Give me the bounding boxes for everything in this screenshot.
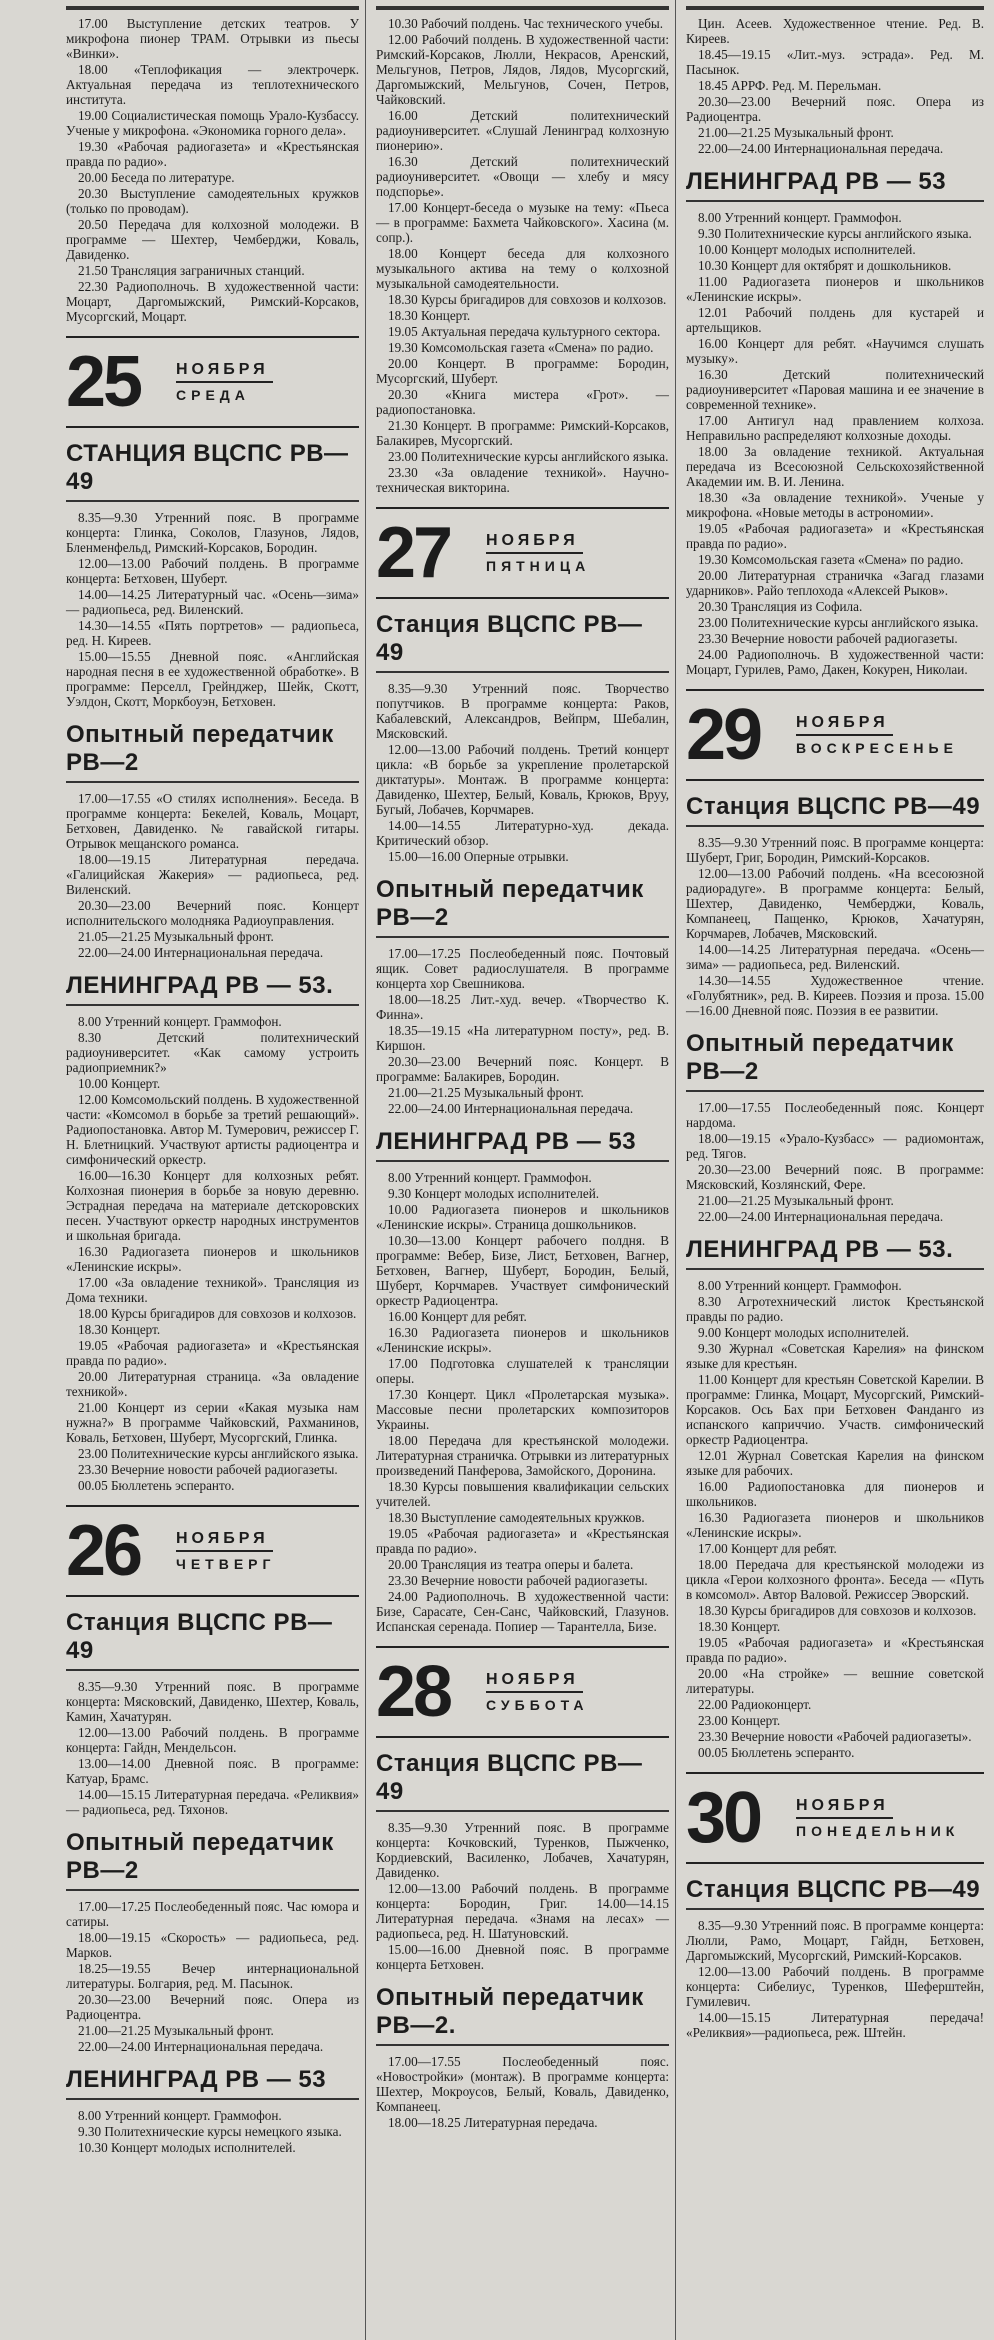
program-entry: 10.30 Концерт молодых исполнителей. bbox=[78, 2140, 296, 2155]
program-entry: 12.01 Журнал Советская Карелия на финском языке для рабочих. bbox=[686, 1448, 984, 1478]
station-title: ЛЕНИНГРАД РВ — 53 bbox=[686, 168, 984, 202]
program-list bbox=[376, 946, 669, 1116]
program-entry: 16.00 Концерт для ребят. «Научимся слушать музыку». bbox=[686, 336, 984, 366]
program-entry: 8.00 Утренний концерт. Граммофон. bbox=[698, 1278, 902, 1293]
program-entry: 9.30 Концерт молодых исполнителей. bbox=[388, 1186, 600, 1201]
program-list bbox=[66, 791, 359, 960]
program-entry: 19.30 «Рабочая радиогазета» и «Крестьянская правда по радио». bbox=[66, 139, 359, 169]
station-title: Станция ВЦСПС РВ—49 bbox=[686, 793, 984, 827]
program-entry: 14.00—14.25 Литературный час. «Осень—зима» — радиопьеса, ред. Виленский. bbox=[66, 587, 359, 617]
program-entry: 00.05 Бюллетень эсперанто. bbox=[698, 1745, 855, 1760]
program-entry: 21.00 Концерт из серии «Какая музыка нам нужна?» В программе Чайковский, Рахманинов, Коваль, Бетховен, Шуберт, Мусоргский, Глинка. bbox=[66, 1400, 359, 1445]
program-list bbox=[376, 16, 669, 495]
program-entry: 17.00—17.25 Послеобеденный пояс. Почтовый ящик. Совет радиослушателя. В программе концерта хор Свешникова. bbox=[376, 946, 669, 991]
program-entry: 21.50 Трансляция заграничных станций. bbox=[78, 263, 305, 278]
program-entry: 8.35—9.30 Утренний пояс. В программе концерта: Кочковский, Туренков, Пыжченко, Кордиевский, Василенко, Лобачев, Хачатурян, Давиденко. bbox=[376, 1820, 669, 1880]
program-entry: 19.30 Комсомольская газета «Смена» по радио. bbox=[388, 340, 654, 355]
program-entry: 20.00 Литературная страничка «Загад глазами ударников». Райо теплохода «Алексей Рыков». bbox=[686, 568, 984, 598]
program-entry: 16.30 Радиогазета пионеров и школьников «Ленинские искры». bbox=[686, 1510, 984, 1540]
day-header-27 bbox=[376, 507, 669, 599]
program-entry: 12.00—13.00 Рабочий полдень. В программе концерта: Сибелиус, Туренков, Шеферштейн, Гумилевич. bbox=[686, 1964, 984, 2009]
program-entry: 9.30 Журнал «Советская Карелия» на финском языке для крестьян. bbox=[686, 1341, 984, 1371]
program-list bbox=[376, 1170, 669, 1634]
day-month: НОЯБРЯ bbox=[796, 1797, 893, 1819]
program-list bbox=[66, 16, 359, 324]
program-entry: 9.00 Концерт молодых исполнителей. bbox=[698, 1325, 910, 1340]
day-weekday: ВОСКРЕСЕНЬЕ bbox=[796, 740, 958, 756]
program-list bbox=[66, 1679, 359, 1817]
program-entry: 20.30 Выступление самодеятельных кружков (только по проводам). bbox=[66, 186, 359, 216]
program-entry: 11.00 Концерт для крестьян Советской Карелии. В программе: Глинка, Моцарт, Мусоргский, Римский-Корсаков. Ось Бах при Бетховен Фанданго из испанского каприччио. Участв. симфонический оркестр Радиоцентра. bbox=[686, 1372, 984, 1447]
program-entry: 23.30 «За овладение техникой». Научно-техническая викторина. bbox=[376, 465, 669, 495]
program-entry: 22.00—24.00 Интернациональная передача. bbox=[78, 945, 324, 960]
day-month: НОЯБРЯ bbox=[796, 714, 893, 736]
program-entry: 21.30 Концерт. В программе: Римский-Корсаков, Балакирев, Мусоргский. bbox=[376, 418, 669, 448]
program-entry: 8.00 Утренний концерт. Граммофон. bbox=[78, 1014, 282, 1029]
day-number: 27 bbox=[376, 513, 451, 593]
program-entry: 17.00 Концерт-беседа о музыке на тему: «Пьеса — в программе: Бахмета Чайковского». Хасина (м. сопр.). bbox=[376, 200, 669, 245]
program-entry: 19.05 «Рабочая радиогазета» и «Крестьянская правда по радио». bbox=[686, 521, 984, 551]
program-entry: 15.00—15.55 Дневной пояс. «Английская народная песня в ее художественной обработке». В программе: Перселл, Грейнджер, Шейк, Скотт, Уэлдон, Скотт, Моркбоуэн, Бетховен. bbox=[66, 649, 359, 709]
column-3 bbox=[680, 0, 990, 2340]
top-rule bbox=[686, 6, 984, 10]
program-entry: 18.30 Курсы бригадиров для совхозов и колхозов. bbox=[698, 1603, 977, 1618]
program-entry: 20.30—23.00 Вечерний пояс. Концерт исполнительского молодняка Радиоуправления. bbox=[66, 898, 359, 928]
station-title: Опытный передатчик РВ—2 bbox=[66, 1829, 359, 1891]
program-entry: 18.25—19.55 Вечер интернациональной литературы. Болгария, ред. М. Пасынок. bbox=[66, 1961, 359, 1991]
program-entry: 18.30 Курсы повышения квалификации сельских учителей. bbox=[376, 1479, 669, 1509]
program-list bbox=[686, 1278, 984, 1760]
program-entry: 19.00 Социалистическая помощь Урало-Кузбассу. Ученые у микрофона. «Экономика горного дела». bbox=[66, 108, 359, 138]
program-entry: 17.00 Выступление детских театров. У микрофона пионер ТРАМ. Отрывки из пьесы «Винки». bbox=[66, 16, 359, 61]
program-entry: 12.00 Рабочий полдень. В художественной части: Римский-Корсаков, Люлли, Некрасов, Аренский, Мельгунов, Петров, Лядов, Лядов, Мусоргский, Даргомыжский, Мельгунов, Сочен, Петров, Чайковский. bbox=[376, 32, 669, 107]
station-title: Станция ВЦСПС РВ—49 bbox=[66, 1609, 359, 1671]
program-entry: 19.05 «Рабочая радиогазета» и «Крестьянская правда по радио». bbox=[686, 1635, 984, 1665]
program-entry: 8.35—9.30 Утренний пояс. В программе концерта: Шуберт, Григ, Бородин, Римский-Корсаков. bbox=[686, 835, 984, 865]
program-entry: 8.00 Утренний концерт. Граммофон. bbox=[698, 210, 902, 225]
program-list bbox=[66, 1899, 359, 2054]
program-entry: 8.30 Агротехнический листок Крестьянской правды по радио. bbox=[686, 1294, 984, 1324]
program-entry: 17.00 «За овладение техникой». Трансляция из Дома техники. bbox=[66, 1275, 359, 1305]
day-header-28 bbox=[376, 1646, 669, 1738]
program-entry: 16.30 Детский политехнический радиоуниверситет «Паровая машина и ее значение в современной технике». bbox=[686, 367, 984, 412]
program-entry: 8.00 Утренний концерт. Граммофон. bbox=[388, 1170, 592, 1185]
station-title: ЛЕНИНГРАД РВ — 53 bbox=[66, 2066, 359, 2100]
program-entry: 22.00 Радиоконцерт. bbox=[698, 1697, 812, 1712]
top-rule bbox=[376, 6, 669, 10]
station-title: Опытный передатчик РВ—2 bbox=[686, 1030, 984, 1092]
program-entry: 17.30 Концерт. Цикл «Пролетарская музыка». Массовые песни пролетарских композиторов Украины. bbox=[376, 1387, 669, 1432]
program-list bbox=[66, 2108, 359, 2155]
program-entry: 19.30 Комсомольская газета «Смена» по радио. bbox=[698, 552, 964, 567]
program-entry: 20.00 «На стройке» — вешние советской литературы. bbox=[686, 1666, 984, 1696]
program-list bbox=[376, 1820, 669, 1972]
program-entry: 21.00—21.25 Музыкальный фронт. bbox=[388, 1085, 584, 1100]
program-entry: 18.30 Концерт. bbox=[698, 1619, 781, 1634]
program-list bbox=[686, 210, 984, 677]
program-entry: 20.30—23.00 Вечерний пояс. Опера из Радиоцентра. bbox=[66, 1992, 359, 2022]
program-entry: 10.00 Концерт. bbox=[78, 1076, 161, 1091]
program-entry: 18.00 Концерт беседа для колхозного музыкального актива на тему о колхозной музыкальной самодеятельности. bbox=[376, 246, 669, 291]
program-entry: 18.35—19.15 «На литературном посту», ред. В. Киршон. bbox=[376, 1023, 669, 1053]
program-entry: 21.00—21.25 Музыкальный фронт. bbox=[78, 2023, 274, 2038]
program-entry: 8.30 Детский политехнический радиоуниверситет. «Как самому устроить радиоприемник?» bbox=[66, 1030, 359, 1075]
program-entry: 20.30 «Книга мистера «Грот». — радиопостановка. bbox=[376, 387, 669, 417]
program-entry: 12.00—13.00 Рабочий полдень. «На всесоюзной радиорадуге». В программе концерта: Белый, Шехтер, Давиденко, Чемберджи, Коваль, Компанеец, Пащенко, Крюков, Хачатурян, Корчмарев, Лобачев, Мясковский. bbox=[686, 866, 984, 941]
day-month: НОЯБРЯ bbox=[486, 532, 583, 554]
program-entry: 23.30 Вечерние новости «Рабочей радиогазеты». bbox=[698, 1729, 972, 1744]
program-entry: 10.00 Концерт молодых исполнителей. bbox=[698, 242, 916, 257]
station-title: Станция ВЦСПС РВ—49 bbox=[376, 1750, 669, 1812]
program-entry: 14.30—14.55 Художественное чтение. «Голубятник», ред. В. Киреев. Поэзия и проза. 15.00—16.00 Дневной пояс. Поэзия в ее развитии. bbox=[686, 973, 984, 1018]
program-list bbox=[686, 835, 984, 1018]
day-month: НОЯБРЯ bbox=[176, 361, 273, 383]
program-entry: 23.00 Политехнические курсы английского языка. bbox=[78, 1446, 359, 1461]
program-entry: 18.00—18.25 Литературная передача. bbox=[388, 2115, 598, 2130]
program-entry: 22.30 Радиополночь. В художественной части: Моцарт, Даргомыжский, Римский-Корсаков, Мусоргский, Моцарт. bbox=[66, 279, 359, 324]
day-month: НОЯБРЯ bbox=[486, 1671, 583, 1693]
program-entry: 18.00 Передача для крестьянской молодежи. Литературная страничка. Отрывки из литературных произведений Панферова, Замойского, Доронина. bbox=[376, 1433, 669, 1478]
program-entry: 20.00 Беседа по литературе. bbox=[78, 170, 235, 185]
program-entry: 20.30—23.00 Вечерний пояс. Концерт. В программе: Балакирев, Бородин. bbox=[376, 1054, 669, 1084]
program-entry: 13.00—14.00 Дневной пояс. В программе: Катуар, Брамс. bbox=[66, 1756, 359, 1786]
program-entry: 19.05 «Рабочая радиогазета» и «Крестьянская правда по радио». bbox=[376, 1526, 669, 1556]
program-entry: 20.30—23.00 Вечерний пояс. В программе: Мясковский, Козлянский, Фере. bbox=[686, 1162, 984, 1192]
program-entry: 12.01 Рабочий полдень для кустарей и артельщиков. bbox=[686, 305, 984, 335]
day-weekday: ПЯТНИЦА bbox=[486, 558, 591, 574]
program-entry: 17.00—17.25 Послеобеденный пояс. Час юмора и сатиры. bbox=[66, 1899, 359, 1929]
program-entry: 14.00—14.55 Литературно-худ. декада. Критический обзор. bbox=[376, 818, 669, 848]
program-entry: 9.30 Политехнические курсы немецкого языка. bbox=[78, 2124, 342, 2139]
program-entry: 12.00—13.00 Рабочий полдень. В программе концерта: Бетховен, Шуберт. bbox=[66, 556, 359, 586]
program-entry: 18.00—18.25 Лит.-худ. вечер. «Творчество К. Финна». bbox=[376, 992, 669, 1022]
program-entry: 18.30 Выступление самодеятельных кружков. bbox=[388, 1510, 645, 1525]
program-entry: 14.00—15.15 Литературная передача! «Реликвия»—радиопьеса, реж. Штейн. bbox=[686, 2010, 984, 2040]
station-title: Опытный передатчик РВ—2 bbox=[66, 721, 359, 783]
program-entry: 15.00—16.00 Оперные отрывки. bbox=[388, 849, 569, 864]
program-entry: 22.00—24.00 Интернациональная передача. bbox=[388, 1101, 634, 1116]
program-entry: 16.30 Радиогазета пионеров и школьников «Ленинские искры». bbox=[66, 1244, 359, 1274]
day-number: 25 bbox=[66, 342, 141, 422]
program-entry: 17.00 Подготовка слушателей к трансляции оперы. bbox=[376, 1356, 669, 1386]
day-number: 26 bbox=[66, 1511, 141, 1591]
day-weekday: ЧЕТВЕРГ bbox=[176, 1556, 276, 1572]
program-entry: 12.00 Комсомольский полдень. В художественной части: «Комсомол в борьбе за третий решающий». Радиопостановка. Автор М. Тумерович, режиссер Г. Н. Блетницкий. Участвуют артисты радиоцентра и симфонический оркестр. bbox=[66, 1092, 359, 1167]
program-entry: 17.00—17.55 «О стилях исполнения». Беседа. В программе концерта: Бекелей, Коваль, Моцарт, Бетховен, Давиденко. № гавайской гитары. Отрывок мещанского романса. bbox=[66, 791, 359, 851]
program-entry: 16.00 Радиопостановка для пионеров и школьников. bbox=[686, 1479, 984, 1509]
day-number: 30 bbox=[686, 1778, 761, 1858]
day-number: 29 bbox=[686, 695, 761, 775]
program-entry: 18.00—19.15 «Урало-Кузбасс» — радиомонтаж, ред. Тягов. bbox=[686, 1131, 984, 1161]
program-entry: 17.00—17.55 Послеобеденный пояс. Концерт нардома. bbox=[686, 1100, 984, 1130]
program-entry: 20.00 Трансляция из театра оперы и балета. bbox=[388, 1557, 634, 1572]
day-number: 28 bbox=[376, 1652, 451, 1732]
program-entry: 10.30—13.00 Концерт рабочего полдня. В программе: Вебер, Бизе, Лист, Бетховен, Вагнер, Бетховен, Вагнер, Шуберт, Бородин, Белый, Шуберт, Корчмарев. Участвует симфонический оркестр Радиоцентра. bbox=[376, 1233, 669, 1308]
day-header-29 bbox=[686, 689, 984, 781]
program-entry: Цин. Асеев. Художественное чтение. Ред. В. Киреев. bbox=[686, 16, 984, 46]
station-title: Станция ВЦСПС РВ—49 bbox=[686, 1876, 984, 1910]
top-rule bbox=[66, 6, 359, 10]
program-entry: 21.00—21.25 Музыкальный фронт. bbox=[698, 125, 894, 140]
program-entry: 20.50 Передача для колхозной молодежи. В программе — Шехтер, Чемберджи, Коваль, Давиденко. bbox=[66, 217, 359, 262]
program-entry: 18.00 «Теплофикация — электрочерк. Актуальная передача из теплотехнического института. bbox=[66, 62, 359, 107]
program-entry: 14.00—15.15 Литературная передача. «Реликвия» — радиопьеса, ред. Тяхонов. bbox=[66, 1787, 359, 1817]
program-entry: 16.00—16.30 Концерт для колхозных ребят. Колхозная пионерия в борьбе за новую деревню. Эстрадная передача на материале детскоровских песен. Участвуют оркестр народных инструментов и школьная бригада. bbox=[66, 1168, 359, 1243]
program-entry: 18.45 АРРФ. Ред. М. Перельман. bbox=[698, 78, 882, 93]
program-entry: 18.00—19.15 Литературная передача. «Галицийская Жакерия» — радиопьеса, ред. Виленский. bbox=[66, 852, 359, 897]
station-title: СТАНЦИЯ ВЦСПС РВ—49 bbox=[66, 440, 359, 502]
program-entry: 10.30 Концерт для октябрят и дошкольников. bbox=[698, 258, 952, 273]
program-entry: 20.30—23.00 Вечерний пояс. Опера из Радиоцентра. bbox=[686, 94, 984, 124]
program-entry: 18.00 Курсы бригадиров для совхозов и колхозов. bbox=[78, 1306, 357, 1321]
program-entry: 21.05—21.25 Музыкальный фронт. bbox=[78, 929, 274, 944]
program-entry: 22.00—24.00 Интернациональная передача. bbox=[698, 141, 944, 156]
day-weekday: ПОНЕДЕЛЬНИК bbox=[796, 1823, 960, 1839]
program-list bbox=[686, 1918, 984, 2040]
program-entry: 12.00—13.00 Рабочий полдень. В программе концерта: Бородин, Григ. 14.00—14.15 Литературная передача. «Знамя на лесах» — радиопьеса, ред. Н. Шатуновский. bbox=[376, 1881, 669, 1941]
program-list bbox=[376, 2054, 669, 2130]
program-entry: 18.00 За овладение техникой. Актуальная передача из Всесоюзной Сельскохозяйственной Академии им. В. И. Ленина. bbox=[686, 444, 984, 489]
program-list bbox=[686, 16, 984, 156]
program-entry: 18.00 Передача для крестьянской молодежи из цикла «Герои колхозного фронта». Беседа — «Путь в комсомол». Автор Валовой. Режиссер Эворский. bbox=[686, 1557, 984, 1602]
program-entry: 16.00 Концерт для ребят. bbox=[388, 1309, 527, 1324]
program-entry: 20.00 Литературная страница. «За овладение техникой». bbox=[66, 1369, 359, 1399]
station-title: ЛЕНИНГРАД РВ — 53 bbox=[376, 1128, 669, 1162]
program-entry: 19.05 Актуальная передача культурного сектора. bbox=[388, 324, 661, 339]
program-entry: 23.00 Политехнические курсы английского языка. bbox=[388, 449, 669, 464]
program-entry: 8.00 Утренний концерт. Граммофон. bbox=[78, 2108, 282, 2123]
program-list bbox=[686, 1100, 984, 1224]
program-entry: 18.45—19.15 «Лит.-муз. эстрада». Ред. М. Пасынок. bbox=[686, 47, 984, 77]
program-entry: 12.00—13.00 Рабочий полдень. В программе концерта: Гайдн, Мендельсон. bbox=[66, 1725, 359, 1755]
program-entry: 17.00 Антигул над правлением колхоза. Неправильно распределяют колхозные доходы. bbox=[686, 413, 984, 443]
program-entry: 16.00 Детский политехнический радиоуниверситет. «Слушай Ленинград колхозную пионерию». bbox=[376, 108, 669, 153]
program-entry: 18.30 Концерт. bbox=[78, 1322, 161, 1337]
day-header-26 bbox=[66, 1505, 359, 1597]
program-entry: 23.00 Концерт. bbox=[698, 1713, 781, 1728]
program-entry: 23.00 Политехнические курсы английского языка. bbox=[698, 615, 979, 630]
program-entry: 16.30 Детский политехнический радиоуниверситет. «Овощи — хлебу и мясу подспорье». bbox=[376, 154, 669, 199]
program-entry: 17.00—17.55 Послеобеденный пояс. «Новостройки» (монтаж). В программе концерта: Шехтер, Мокроусов, Белый, Коваль, Давиденко, Компанеец. bbox=[376, 2054, 669, 2114]
program-entry: 18.30 Концерт. bbox=[388, 308, 471, 323]
program-list bbox=[376, 681, 669, 864]
program-entry: 12.00—13.00 Рабочий полдень. Третий концерт цикла: «В борьбе за укрепление пролетарской диктатуры». Монтаж. В программе концерта: Давиденко, Шехтер, Белый, Коваль, Крюков, Вруу, Бугый, Лобачев, Корчмарев. bbox=[376, 742, 669, 817]
program-entry: 23.30 Вечерние новости рабочей радиогазеты. bbox=[78, 1462, 338, 1477]
day-weekday: СУББОТА bbox=[486, 1697, 589, 1713]
program-entry: 10.30 Рабочий полдень. Час технического учебы. bbox=[388, 16, 664, 31]
program-entry: 17.00 Концерт для ребят. bbox=[698, 1541, 837, 1556]
day-weekday: СРЕДА bbox=[176, 387, 250, 403]
station-title: ЛЕНИНГРАД РВ — 53. bbox=[66, 972, 359, 1006]
program-list bbox=[66, 1014, 359, 1493]
program-entry: 24.00 Радиополночь. В художественной части: Моцарт, Гурилев, Рамо, Дакен, Кокурен, Николаи. bbox=[686, 647, 984, 677]
program-entry: 14.30—14.55 «Пять портретов» — радиопьеса, ред. Н. Киреев. bbox=[66, 618, 359, 648]
program-entry: 10.00 Радиогазета пионеров и школьников «Ленинские искры». Страница дошкольников. bbox=[376, 1202, 669, 1232]
program-entry: 16.30 Радиогазета пионеров и школьников «Ленинские искры». bbox=[376, 1325, 669, 1355]
day-month: НОЯБРЯ bbox=[176, 1530, 273, 1552]
program-entry: 8.35—9.30 Утренний пояс. В программе концерта: Мясковский, Давиденко, Шехтер, Коваль, Камин, Хачатурян. bbox=[66, 1679, 359, 1724]
program-entry: 00.05 Бюллетень эсперанто. bbox=[78, 1478, 235, 1493]
program-entry: 14.00—14.25 Литературная передача. «Осень—зима» — радиопьеса, ред. Виленский. bbox=[686, 942, 984, 972]
program-entry: 22.00—24.00 Интернациональная передача. bbox=[698, 1209, 944, 1224]
program-entry: 8.35—9.30 Утренний пояс. Творчество попутчиков. В программе концерта: Раков, Кабалевский, Александров, Вейпрм, Шебалин, Мясковский. bbox=[376, 681, 669, 741]
column-1 bbox=[60, 0, 366, 2340]
station-title: Станция ВЦСПС РВ—49 bbox=[376, 611, 669, 673]
program-entry: 18.30 Курсы бригадиров для совхозов и колхозов. bbox=[388, 292, 667, 307]
program-entry: 19.05 «Рабочая радиогазета» и «Крестьянская правда по радио». bbox=[66, 1338, 359, 1368]
program-entry: 20.30 Трансляция из Софила. bbox=[698, 599, 863, 614]
program-list bbox=[66, 510, 359, 709]
column-2 bbox=[370, 0, 676, 2340]
program-entry: 11.00 Радиогазета пионеров и школьников «Ленинские искры». bbox=[686, 274, 984, 304]
program-entry: 22.00—24.00 Интернациональная передача. bbox=[78, 2039, 324, 2054]
program-entry: 23.30 Вечерние новости рабочей радиогазеты. bbox=[388, 1573, 648, 1588]
station-title: Опытный передатчик РВ—2. bbox=[376, 1984, 669, 2046]
program-entry: 8.35—9.30 Утренний пояс. В программе концерта: Люлли, Рамо, Моцарт, Гайдн, Бетховен, Даргомыжский, Мусоргский, Римский-Корсаков. bbox=[686, 1918, 984, 1963]
program-entry: 24.00 Радиополночь. В художественной части: Бизе, Сарасате, Сен-Санс, Чайковский, Глазунов. Испанская серенада. Попиер — Тарантелла, Бизе. bbox=[376, 1589, 669, 1634]
program-entry: 18.00—19.15 «Скорость» — радиопьеса, ред. Марков. bbox=[66, 1930, 359, 1960]
day-header-25 bbox=[66, 336, 359, 428]
program-entry: 8.35—9.30 Утренний пояс. В программе концерта: Глинка, Соколов, Глазунов, Лядов, Бленменфельд, Римский-Корсаков, Бородин. bbox=[66, 510, 359, 555]
program-entry: 21.00—21.25 Музыкальный фронт. bbox=[698, 1193, 894, 1208]
program-entry: 20.00 Концерт. В программе: Бородин, Мусоргский, Шуберт. bbox=[376, 356, 669, 386]
program-entry: 18.30 «За овладение техникой». Ученые у микрофона. «Новые методы в астрономии». bbox=[686, 490, 984, 520]
program-entry: 9.30 Политехнические курсы английского языка. bbox=[698, 226, 972, 241]
program-entry: 15.00—16.00 Дневной пояс. В программе концерта Бетховен. bbox=[376, 1942, 669, 1972]
program-entry: 23.30 Вечерние новости рабочей радиогазеты. bbox=[698, 631, 958, 646]
station-title: ЛЕНИНГРАД РВ — 53. bbox=[686, 1236, 984, 1270]
station-title: Опытный передатчик РВ—2 bbox=[376, 876, 669, 938]
day-header-30 bbox=[686, 1772, 984, 1864]
